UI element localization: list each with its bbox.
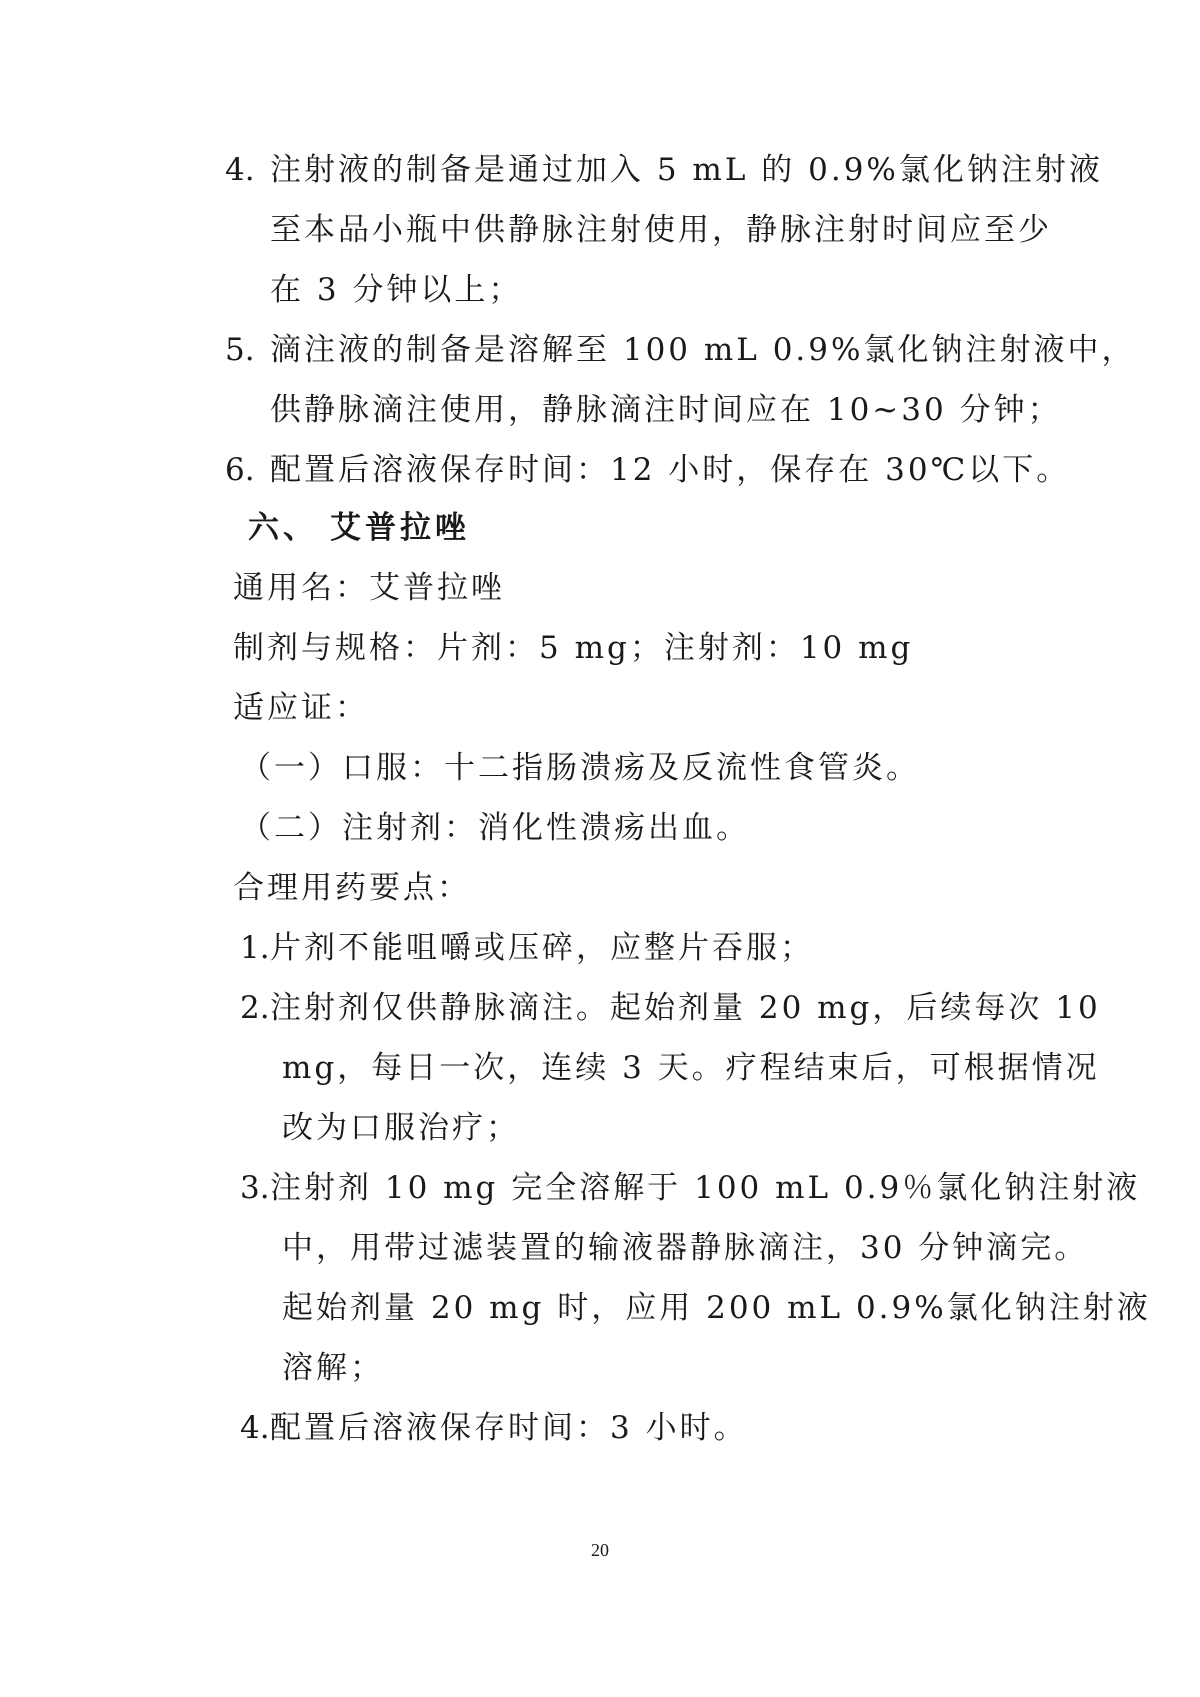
dosage-spec: 制剂与规格：片剂：5 mg；注射剂：10 mg [233,630,914,666]
list-item-line: 配置后溶液保存时间：12 小时，保存在 30℃以下。 [270,452,1071,488]
list-number: 4. [240,1410,270,1446]
generic-name: 通用名：艾普拉唑 [233,570,505,606]
section-number: 六、 [248,510,318,546]
list-item-line: 注射剂仅供静脉滴注。起始剂量 20 mg，后续每次 10 [270,990,1101,1026]
list-number: 1. [240,930,270,966]
list-item-line: 片剂不能咀嚼或压碎，应整片吞服； [270,930,814,966]
page-number: 20 [591,1540,609,1560]
list-item-line: 改为口服治疗； [282,1110,520,1146]
list-item-line: 溶解； [282,1350,384,1386]
list-item-line: 起始剂量 20 mg 时，应用 200 mL 0.9%氯化钠注射液 [282,1290,1151,1326]
list-number: 2. [240,990,270,1026]
list-number: 3. [240,1170,270,1206]
list-item-line: 在 3 分钟以上； [270,272,523,308]
list-item-line: 注射液的制备是通过加入 5 mL 的 0.9%氯化钠注射液 [270,152,1103,188]
list-number: 5. [225,332,255,368]
section-title: 艾普拉唑 [330,510,470,546]
list-item-line: 供静脉滴注使用，静脉滴注时间应在 10~30 分钟； [270,392,1062,428]
list-item-line: 注射剂 10 mg 完全溶解于 100 mL 0.9％氯化钠注射液 [270,1170,1141,1206]
indication-label: 适应证： [233,690,369,726]
list-item-line: mg，每日一次，连续 3 天。疗程结束后，可根据情况 [282,1050,1100,1086]
list-item-line: 滴注液的制备是溶解至 100 mL 0.9%氯化钠注射液中， [270,332,1136,368]
list-number: 4. [225,152,255,188]
list-item-line: 中，用带过滤装置的输液器静脉滴注，30 分钟滴完。 [282,1230,1089,1266]
indication-item: （一）口服：十二指肠溃疡及反流性食管炎。 [240,750,920,786]
list-item-line: 至本品小瓶中供静脉注射使用，静脉注射时间应至少 [270,212,1052,248]
key-points-label: 合理用药要点： [233,870,471,906]
list-number: 6. [225,452,255,488]
indication-item: （二）注射剂：消化性溃疡出血。 [240,810,750,846]
list-item-line: 配置后溶液保存时间：3 小时。 [270,1410,748,1446]
